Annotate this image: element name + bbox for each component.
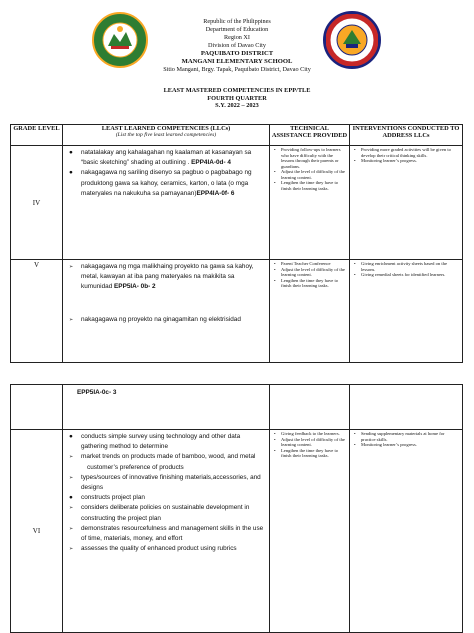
list-item [69, 524, 266, 544]
table-row [11, 146, 463, 260]
title-line-1: LEAST MASTERED COMPETENCIES IN EPP/TLE [163, 87, 311, 94]
school-name: MANGANI ELEMENTARY SCHOOL [181, 58, 293, 65]
competency-table [10, 124, 463, 363]
arrow-icon: ➢ [69, 525, 74, 532]
competency-text: types/sources of innovative finishing materials,accessories, and designs [81, 473, 261, 492]
tech-cell [270, 260, 350, 363]
competency-text: considers deliberate policies on sustainable development in constructing the project plan [81, 504, 250, 522]
header-llc-sub: (List the top five least learned competencies) [115, 132, 217, 139]
bullet-icon: ● [69, 149, 73, 156]
header-line: Region XI [224, 34, 250, 41]
interventions-cell [350, 430, 463, 633]
list-item [69, 473, 266, 493]
list-item [69, 262, 266, 293]
list-item [69, 544, 266, 554]
arrow-icon: ➢ [69, 264, 74, 270]
arrow-icon: ➢ [69, 316, 74, 323]
competency-cell [63, 260, 270, 363]
header-interventions: INTERVENTIONS CONDUCTED TO ADDRESS LLCs [350, 125, 463, 146]
header-block [0, 18, 474, 74]
header-line: Division of Davao City [208, 42, 266, 49]
competency-code: EPP5IA-0c- 3 [63, 385, 270, 430]
list-item [69, 503, 266, 523]
document-title [0, 87, 474, 110]
list-item [69, 148, 266, 168]
competency-code: EPP4IA-0d- 4 [191, 159, 231, 167]
list-item: • Giving feedback to the learners. [274, 431, 346, 437]
list-item: • Lengthen the time they have to finish their learning tasks. [274, 278, 346, 289]
tech-cell [270, 385, 350, 430]
table-row [11, 385, 463, 430]
header-line: Department of Education [205, 26, 269, 33]
competency-code: EPP4IA-0f- 6 [196, 189, 235, 197]
arrow-icon: ➢ [69, 474, 74, 481]
competency-text: market trends on products made of bamboo, wood, and metal [81, 453, 256, 461]
list-item [69, 168, 266, 199]
competency-text: demonstrates resourcefulness and management skills in the use of time, materials, money, and effort [81, 524, 264, 543]
bullet-icon: ● [69, 169, 73, 177]
grade-cell: IV [11, 146, 63, 260]
table-row [11, 260, 463, 363]
bullet-icon: ● [69, 494, 73, 502]
competency-table-continued [10, 384, 463, 633]
list-item: • Adjust the level of difficulty of the learning content. [274, 267, 346, 278]
competency-text: conducts simple survey using technology and other data gathering method to determine [81, 433, 241, 451]
competency-text: nakagagawa ng sariling disenyo sa pagbuo o pagbabago ng produktong gawa sa kahoy, ceramics, karton, o lata (o mga materyales na nakukuha sa pamayanan) [81, 169, 252, 197]
list-item: • Lengthen the time they have to finish their learning tasks. [274, 180, 346, 191]
header-line: Republic of the Philippines [203, 18, 271, 25]
list-item [69, 432, 266, 452]
title-line-3: S.Y. 2022 – 2023 [215, 102, 259, 110]
competency-text: customer’s preference of products [87, 463, 184, 471]
list-item [69, 315, 266, 325]
interventions-cell [350, 146, 463, 260]
competency-text: constructs project plan [81, 494, 145, 502]
school-address: Sitio Mangani, Brgy. Tapak, Paquibato District, Davao City [163, 66, 311, 73]
list-item [69, 463, 266, 473]
grade-cell: V [11, 260, 63, 363]
competency-text: nakagagawa ng proyekto na ginagamitan ng elektrisidad [81, 315, 241, 323]
list-item: • Sending supplementary materials at home for practice skills. [354, 431, 459, 442]
competency-cell [63, 146, 270, 260]
competency-text: nakagagawa ng mga malikhaing proyekto na gawa sa kahoy, metal, kawayan at iba pang materyales na makikita sa kumunidad [81, 263, 254, 291]
list-item: • Monitoring learner’s progress. [354, 442, 459, 448]
list-item: • Parent Teacher Conference [274, 261, 346, 267]
list-item: • Adjust the level of difficulty of the learning content. [274, 169, 346, 180]
header-grade: GRADE LEVEL [11, 125, 63, 146]
list-item [69, 452, 266, 462]
list-item: • Giving enrichment activity sheets based on the lessons. [354, 261, 459, 272]
district-name: PAQUIBATO DISTRICT [200, 50, 274, 57]
competency-text: assesses the quality of enhanced product using rubrics [81, 545, 237, 553]
title-line-2: FOURTH QUARTER [207, 94, 267, 102]
table-row [11, 430, 463, 633]
tech-cell [270, 430, 350, 633]
grade-cell: VI [11, 430, 63, 633]
header-llc-label: LEAST LEARNED COMPETENCIES (LLCs) [101, 125, 231, 132]
list-item [69, 493, 266, 503]
interventions-cell [350, 260, 463, 363]
competency-cell [63, 430, 270, 633]
list-item: • Monitoring learner’s progress. [354, 158, 459, 164]
list-item: • Lengthen the time they have to finish their learning tasks. [274, 448, 346, 459]
arrow-icon: ➢ [69, 454, 74, 461]
competency-text: natatalakay ang kahalagahan ng kaalaman at kasanayan sa “basic sketching” shading at outlining . [81, 149, 252, 167]
arrow-icon: ➢ [69, 546, 74, 553]
list-item: • Providing follow-ups to learners who have difficulty with the lessons through their parents or guardians. [274, 147, 346, 169]
list-item: • Providing more graded activities will be given to develop their critical thinking skills. [354, 147, 459, 158]
grade-cell [11, 385, 63, 430]
list-item: • Adjust the level of difficulty of the learning content. [274, 437, 346, 448]
bullet-icon: ● [69, 433, 73, 440]
competency-code: EPP5IA- 0b- 2 [114, 283, 156, 291]
tech-cell [270, 146, 350, 260]
header-llc [63, 125, 270, 146]
header-tech: TECHNICAL ASSISTANCE PROVIDED [270, 125, 350, 146]
arrow-icon: ➢ [69, 505, 74, 512]
interventions-cell [350, 385, 463, 430]
list-item: • Giving remedial sheets for identified learners. [354, 272, 459, 278]
